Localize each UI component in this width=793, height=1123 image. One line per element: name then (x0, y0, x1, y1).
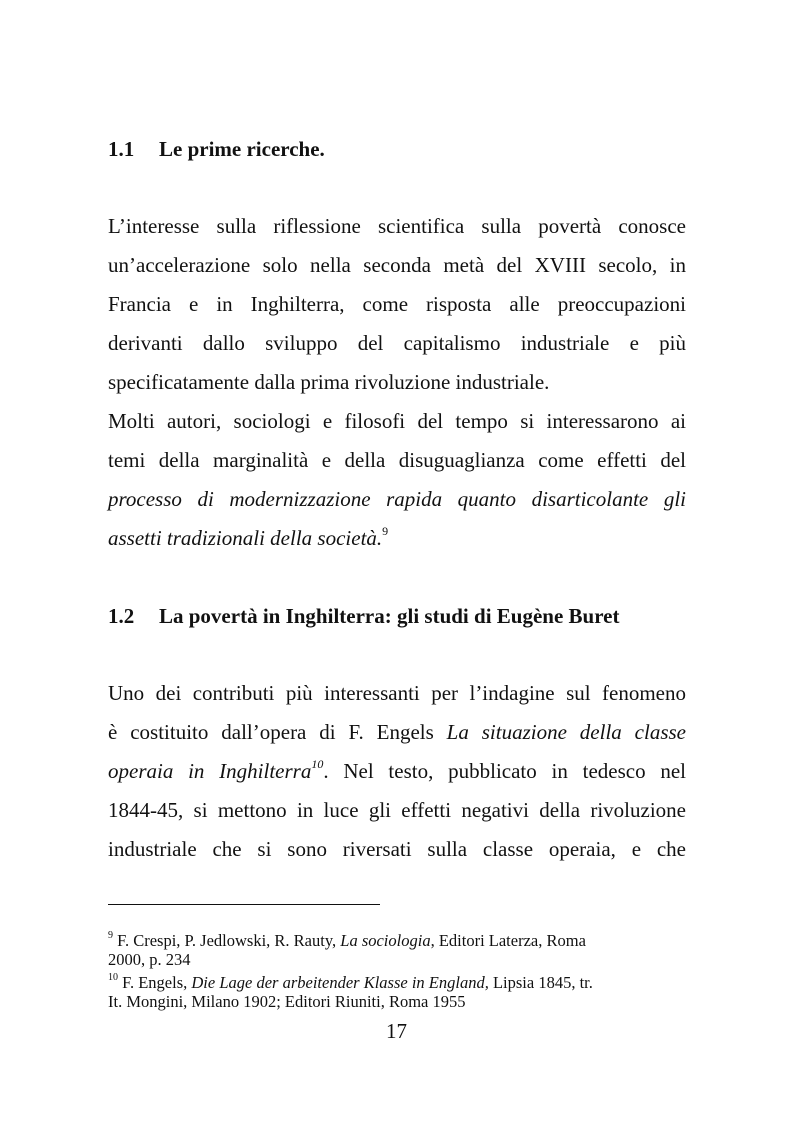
section-title: La povertà in Inghilterra: gli studi di Eugène Buret (159, 604, 620, 628)
text-line: 1844-45, si mettono in luce gli effetti negativi della rivoluzione (108, 798, 686, 822)
footnote-text: , Editori Laterza, Roma (430, 931, 586, 950)
text-line: Molti autori, sociologi e filosofi del tempo si interessarono ai (108, 409, 686, 433)
text-line: specificatamente dalla prima rivoluzione industriale. (108, 370, 550, 394)
text-line (108, 752, 686, 791)
page-number: 17 (386, 1019, 407, 1043)
footnote-10 (108, 973, 686, 1011)
footnote-text: Lipsia 1845, tr. (488, 973, 593, 992)
footnote-line (108, 931, 686, 950)
text-segment: . Nel testo, pubblicato in tedesco nel (323, 759, 686, 783)
text-line: un’accelerazione solo nella seconda metà del XVIII secolo, in (108, 253, 686, 277)
section-number: 1.1 (108, 137, 135, 161)
text-line-italic: processo di modernizzazione rapida quanto disarticolante gli (108, 487, 686, 511)
footnote-9 (108, 931, 686, 969)
footnote-line: 2000, p. 234 (108, 950, 191, 969)
text-line: industriale che si sono riversati sulla classe operaia, e che (108, 837, 686, 861)
footnote-text: F. Engels, (118, 973, 192, 992)
footnote-number: 10 (108, 971, 118, 983)
section-heading-1-1 (108, 137, 325, 161)
italic-text: La situazione della classe (446, 720, 686, 744)
text-line: L’interesse sulla riflessione scientifica sulla povertà conosce (108, 214, 686, 238)
footnote-text: F. Crespi, P. Jedlowski, R. Rauty, (113, 931, 341, 950)
paragraph-1 (108, 207, 686, 558)
section-title: Le prime ricerche. (159, 137, 325, 161)
footnote-number: 9 (108, 929, 113, 941)
footnote-separator (108, 904, 380, 905)
footnote-line (108, 973, 686, 992)
text-line: temi della marginalità e della disuguaglianza come effetti del (108, 448, 686, 472)
footnote-line: It. Mongini, Milano 1902; Editori Riuniti, Roma 1955 (108, 992, 466, 1011)
text-line (108, 713, 686, 752)
footnote-ref: 9 (382, 524, 389, 538)
footnote-italic: La sociologia (340, 931, 431, 950)
italic-text: assetti tradizionali della società. (108, 526, 383, 550)
footnote-ref: 10 (311, 757, 324, 771)
text-line: derivanti dallo sviluppo del capitalismo industriale e più (108, 331, 686, 355)
text-line: Uno dei contributi più interessanti per l’indagine sul fenomeno (108, 681, 686, 705)
text-segment: è costituito dall’opera di F. Engels (108, 720, 447, 744)
paragraph-2 (108, 674, 686, 869)
footnote-italic: Die Lage der arbeitender Klasse in England, (191, 973, 489, 992)
text-line: Francia e in Inghilterra, come risposta alle preoccupazioni (108, 292, 686, 316)
section-number: 1.2 (108, 604, 135, 628)
section-heading-1-2 (108, 604, 619, 628)
text-line (108, 519, 686, 558)
italic-text: operaia in Inghilterra (108, 759, 312, 783)
